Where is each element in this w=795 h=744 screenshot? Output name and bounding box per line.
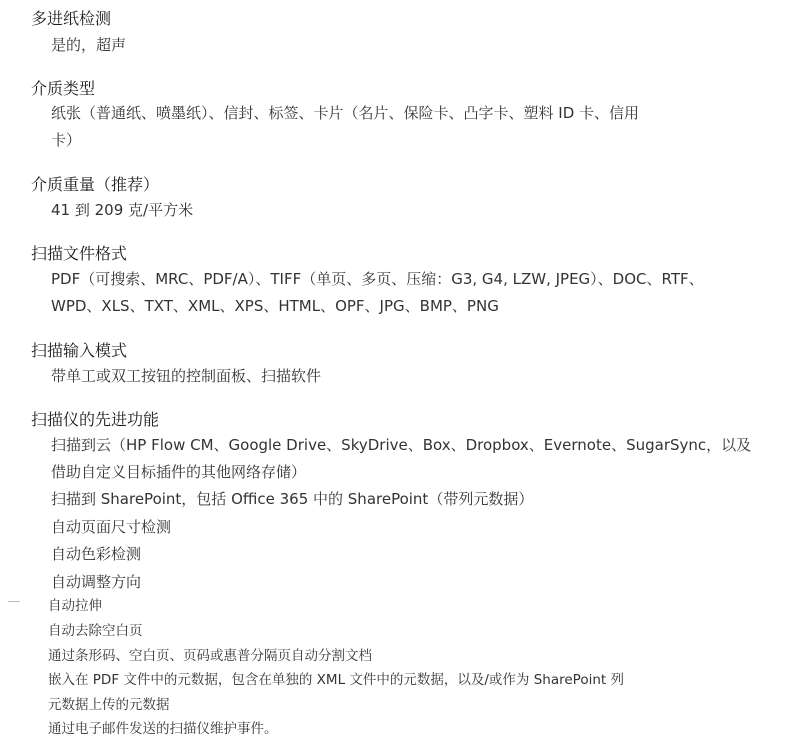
feature-blank-page-removal: 自动去除空白页 — [48, 623, 143, 639]
value-scan-file-formats-line-1: PDF（可搜索、MRC、PDF/A）、TIFF（单页、多页、压缩：G3, G4, LZW, JPEG）、DOC、RTF、 — [51, 270, 704, 288]
feature-auto-stretch: 自动拉伸 — [48, 598, 102, 614]
feature-auto-orientation: 自动调整方向 — [51, 573, 142, 591]
feature-scan-to-cloud-line-2: 借助自定义目标插件的其他网络存储） — [51, 463, 307, 481]
feature-auto-page-size: 自动页面尺寸检测 — [51, 518, 172, 536]
heading-scan-file-formats: 扫描文件格式 — [31, 244, 128, 263]
value-scan-input-modes: 带单工或双工按钮的控制面板、扫描软件 — [51, 367, 322, 385]
value-media-type-line-2: 卡） — [51, 131, 82, 149]
feature-auto-color: 自动色彩检测 — [51, 545, 142, 563]
value-scan-file-formats-line-2: WPD、XLS、TXT、XML、XPS、HTML、OPF、JPG、BMP、PNG — [51, 297, 499, 315]
feature-auto-split: 通过条形码、空白页、页码或惠普分隔页自动分割文档 — [48, 648, 372, 664]
heading-multifeed-detection: 多进纸检测 — [31, 9, 112, 28]
heading-scan-input-modes: 扫描输入模式 — [31, 341, 128, 360]
feature-metadata-line-1: 嵌入在 PDF 文件中的元数据，包含在单独的 XML 文件中的元数据，以及/或作为 SharePoint 列 — [48, 672, 624, 688]
heading-advanced-features: 扫描仪的先进功能 — [31, 410, 160, 429]
value-media-weight: 41 到 209 克/平方米 — [51, 201, 194, 219]
feature-scan-to-cloud-line-1: 扫描到云（HP Flow CM、Google Drive、SkyDrive、Box、Dropbox、Evernote、SugarSync，以及 — [51, 436, 752, 454]
value-multifeed-detection: 是的，超声 — [51, 36, 127, 54]
feature-scan-to-sharepoint: 扫描到 SharePoint，包括 Office 365 中的 SharePoint（带列元数据） — [51, 490, 534, 508]
value-media-type-line-1: 纸张（普通纸、喷墨纸）、信封、标签、卡片（名片、保险卡、凸字卡、塑料 ID 卡、信用 — [51, 104, 640, 122]
heading-media-weight: 介质重量（推荐） — [31, 175, 160, 194]
margin-mark — [8, 601, 20, 602]
heading-media-type: 介质类型 — [31, 79, 96, 98]
feature-email-maintenance: 通过电子邮件发送的扫描仪维护事件。 — [48, 721, 278, 737]
feature-metadata-line-2: 元数据上传的元数据 — [48, 697, 170, 713]
